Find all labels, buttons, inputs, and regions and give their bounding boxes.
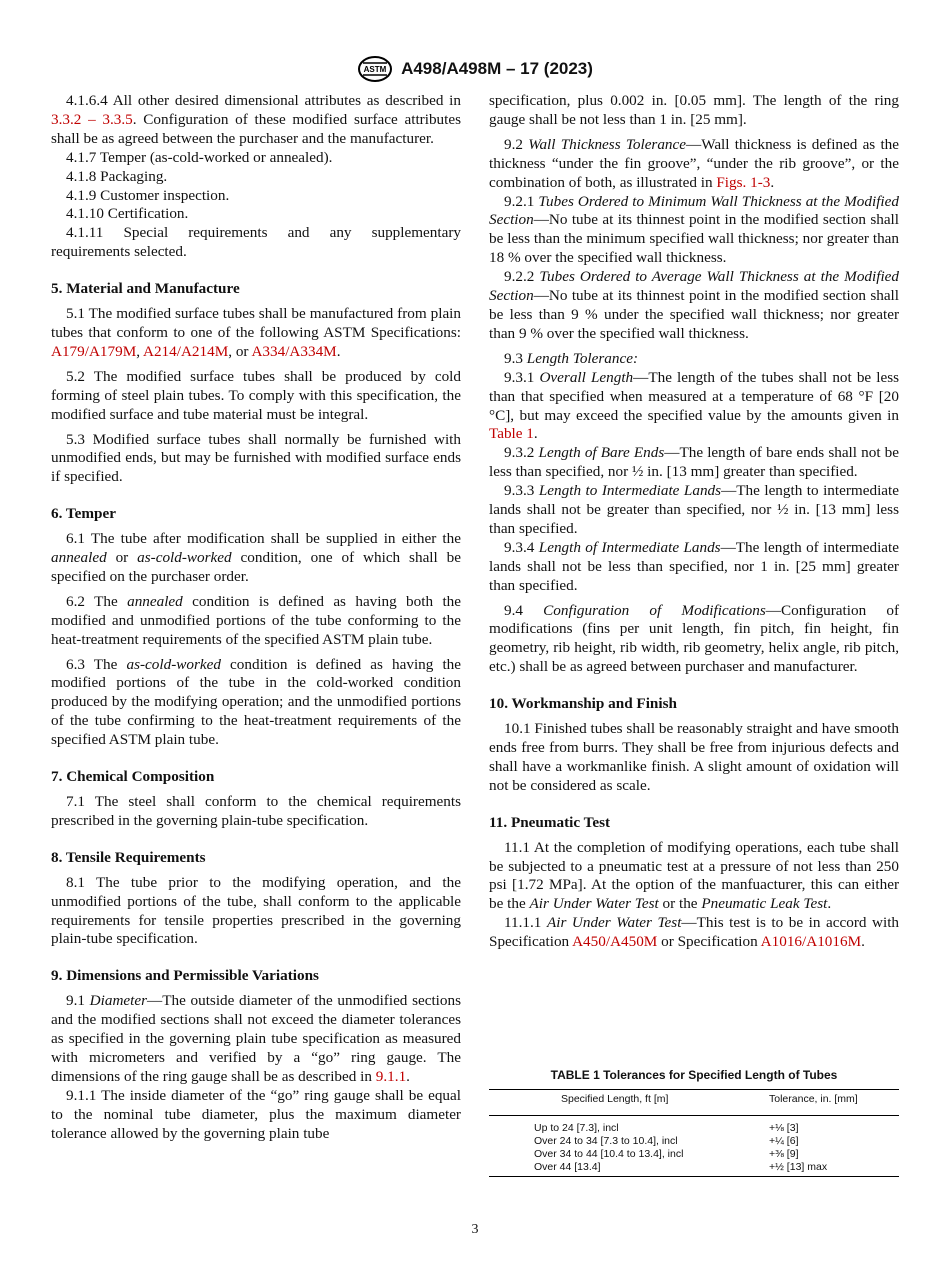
para-6-1: 6.1 The tube after modification shall be supplied in either the annealed or as-cold-worked condition, one of which shall be specified on the purchaser order. [51,530,461,585]
para-9-3-2: 9.3.2 Length of Bare Ends—The length of bare ends shall not be less than specified, nor ½ in. [13 mm] greater than specified. [489,444,900,481]
table-header-tolerance: Tolerance, in. [mm] [769,1090,899,1116]
table-row: Over 44 [13.4] +½ [13] max [489,1161,899,1177]
table-row: Up to 24 [7.3], incl +⅛ [3] [534,1122,799,1134]
document-title: A498/A498M – 17 (2023) [401,59,593,78]
para-9-2-1: 9.2.1 Tubes Ordered to Minimum Wall Thickness at the Modified Section—No tube at its thinnest point in the modified section shall be less than the minimum specified wall thickness; nor greater than 18 % over the specified wall thickness. [489,192,899,267]
para-9-1: 9.1 Diameter—The outside diameter of the unmodified sections and the modified sections shall not exceed the diameter tolerances as specified in the governing plain tube specification as measured with micrometers and verified by a “go” ring gauge. The dimensions of the ring gauge shall be as described in 9.1.1. [51,992,462,1085]
para-7-1: 7.1 The steel shall conform to the chemical requirements prescribed in the governing plain-tube specification. [51,793,461,829]
para-9-3: 9.3 Length Tolerance: [504,349,639,367]
section-heading-5: 5. Material and Manufacture [51,280,240,298]
para-4-1-6-4: 4.1.6.4 All other desired dimensional attributes as described in 3.3.2 – 3.3.5. Configuration of these modified surface attributes shall be as agreed between the purchaser and the manufacturer. [51,92,461,147]
para-4-1-10: 4.1.10 Certification. [66,205,189,223]
link-figs-1-3[interactable]: Figs. 1-3 [716,173,771,191]
para-9-3-4: 9.3.4 Length of Intermediate Lands—The length of intermediate lands shall not be less than specified, nor 1 in. [25 mm] greater than specified. [489,538,900,594]
link-a1016[interactable]: A1016/A1016M [760,933,862,951]
para-4-1-8: 4.1.8 Packaging. [66,167,168,185]
table-title: TABLE 1 Tolerances for Specified Length of Tubes [550,1068,838,1082]
table-row: Over 34 to 44 [10.4 to 13.4], incl +⅜ [9] [534,1148,799,1160]
para-5-1: 5.1 The modified surface tubes shall be manufactured from plain tubes that conform to one of the following ASTM Specifications: A179/A179M, A214/A214M, or A334/A334M. [51,305,461,360]
link-9-1-1[interactable]: 9.1.1 [375,1067,407,1085]
para-6-3: 6.3 The as-cold-worked condition is defined as having the modified portions of the tube in the cold-worked condition produced by the modifying operation; and the unmodified portions of the tube confirming to the heat-treatment requirements of the specified ASTM plain tube. [51,655,461,749]
table-row: Over 24 to 34 [7.3 to 10.4], incl +¼ [6] [534,1135,799,1147]
astm-logo-icon [357,55,393,83]
para-10-1: 10.1 Finished tubes shall be reasonably straight and have smooth ends free from burrs. They shall be free from injurious defects and shall have a workmanlike finish. A slight amount of oxidation will not be considered as scale. [489,720,899,794]
para-9-3-1: 9.3.1 Overall Length—The length of the tubes shall not be less than that specified when measured at a temperature of 68 °F [20 °C], but may exceed the specified value by the amounts given in Table 1. [489,368,900,443]
link-3-3-2[interactable]: 3.3.2 – 3.3.5 [51,110,133,128]
para-5-3: 5.3 Modified surface tubes shall normally be furnished with unmodified ends, but may be furnished with modified surface ends if specified. [51,430,461,486]
para-4-1-7: 4.1.7 Temper (as-cold-worked or annealed). [66,148,333,166]
right-column [489,92,899,952]
section-heading-8: 8. Tensile Requirements [51,848,206,866]
page-number: 3 [471,1222,479,1237]
para-9-2-2: 9.2.2 Tubes Ordered to Average Wall Thickness at the Modified Section—No tube at its thinnest point in the modified section shall be less than 9 % under the specified wall thickness; nor greater than 9 % over the specified wall thickness. [489,268,900,342]
link-a179[interactable]: A179/A179M [51,342,137,360]
section-heading-6: 6. Temper [51,505,116,523]
para-9-4: 9.4 Configuration of Modifications—Configuration of modifications (fins per unit length, fin pitch, fin height, fin geometry, rib height, rib width, rib geometry, helix angle, rib pitch, etc.) shall be as agreed between purchaser and manufacturer. [489,601,900,676]
section-heading-7: 7. Chemical Composition [51,768,215,786]
para-5-2: 5.2 The modified surface tubes shall be produced by cold forming of steel plain tubes. To comply with this specification, the modified surface and tube material must be integral. [51,367,461,423]
page-header [0,55,950,88]
para-9-2: 9.2 Wall Thickness Tolerance—Wall thickness is defined as the thickness “under the fin groove”, “under the rib groove”, or the combination of both, as illustrated in Figs. 1-3. [489,135,899,191]
logo-text: ASTM [363,65,387,74]
section-heading-10: 10. Workmanship and Finish [489,695,677,713]
tolerance-table [489,1068,899,1177]
para-4-1-9: 4.1.9 Customer inspection. [66,186,230,204]
left-column [51,92,461,1144]
para-4-1-11: 4.1.11 Special requirements and any supplementary requirements selected. [51,224,461,261]
table-header-length: Specified Length, ft [m] [489,1090,769,1116]
link-a334[interactable]: A334/A334M [251,342,337,360]
para-11-1: 11.1 At the completion of modifying operations, each tube shall be subjected to a pneumatic test at a pressure of not less than 250 psi [1.72 MPa]. At the option of the manfuacturer, this can either be the Air Under Water Test or the Pneumatic Leak Test. [489,838,899,913]
para-8-1: 8.1 The tube prior to the modifying operation, and the unmodified portions of the tube, shall conform to the applicable requirements for tensile properties prescribed in the governing plain-tube specification. [51,873,461,948]
para-11-1-1: 11.1.1 Air Under Water Test—This test is to be in accord with Specification A450/A450M or Specification A1016/A1016M. [489,914,900,951]
section-heading-11: 11. Pneumatic Test [489,813,611,831]
para-6-2: 6.2 The annealed condition is defined as having both the modified and unmodified portions of the tube conforming to the heat-treatment requirements of the specified ASTM plain tube. [51,592,461,648]
para-9-3-3: 9.3.3 Length to Intermediate Lands—The length to intermediate lands shall not be greater than specified, nor ½ in. [13 mm] less than specified. [489,482,899,537]
para-9-1-1: 9.1.1 The inside diameter of the “go” ring gauge shall be equal to the nominal tube diameter, plus the maximum diameter tolerance allowed by the governing plain tube [51,1086,461,1142]
link-table-1[interactable]: Table 1 [489,425,534,443]
para-9-1-1-continued: specification, plus 0.002 in. [0.05 mm]. The length of the ring gauge shall be not less than 1 in. [25 mm]. [489,92,899,128]
link-a214[interactable]: A214/A214M [143,342,229,360]
link-a450[interactable]: A450/A450M [572,933,658,951]
section-heading-9: 9. Dimensions and Permissible Variations [51,967,319,985]
